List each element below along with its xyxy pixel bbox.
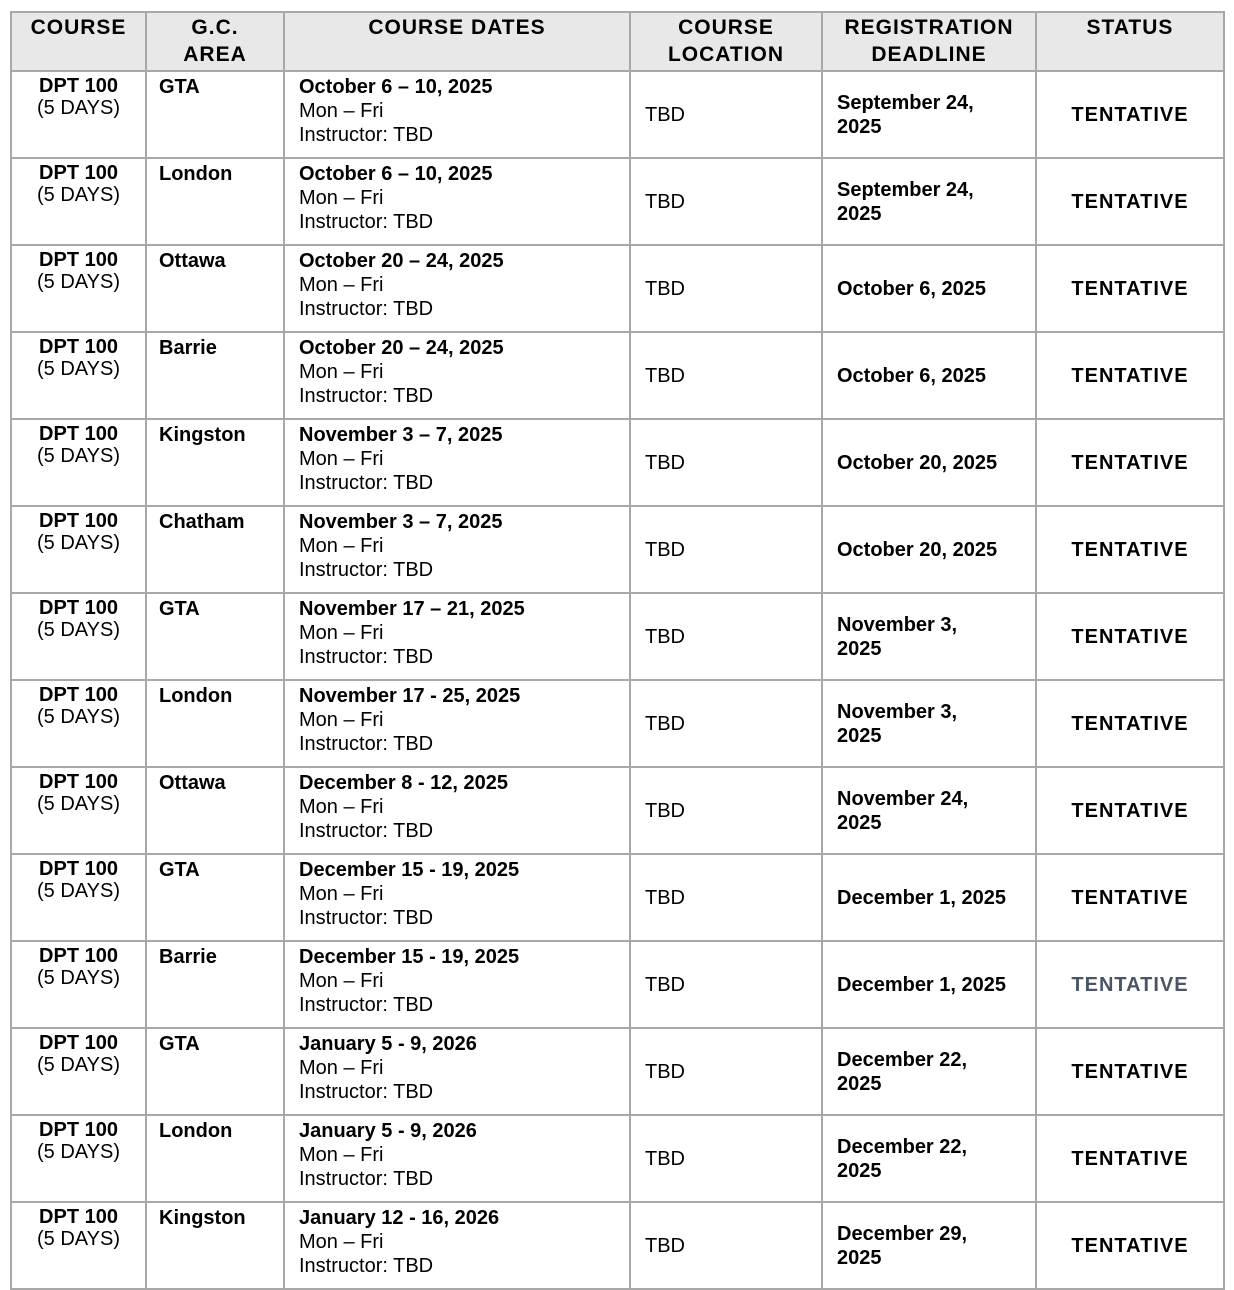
status-cell xyxy=(1036,419,1224,506)
weekdays: Mon – Fri xyxy=(299,796,384,818)
course-location-cell xyxy=(630,941,822,1028)
date-range: January 12 - 16, 2026 xyxy=(299,1207,500,1229)
registration-deadline: December 1, 2025 xyxy=(837,973,1007,996)
course-code: DPT 100 xyxy=(39,423,118,445)
instructor: Instructor: TBD xyxy=(299,907,434,929)
status-badge: TENTATIVE xyxy=(1071,886,1189,909)
course-location-cell xyxy=(630,245,822,332)
date-range: October 20 – 24, 2025 xyxy=(299,337,504,359)
instructor: Instructor: TBD xyxy=(299,820,434,842)
course-dates-cell xyxy=(284,71,630,158)
course-location-cell xyxy=(630,419,822,506)
status-badge: TENTATIVE xyxy=(1071,190,1189,213)
status-badge: TENTATIVE xyxy=(1071,1234,1189,1257)
status-badge: TENTATIVE xyxy=(1071,538,1189,561)
course-duration: (5 DAYS) xyxy=(37,532,120,554)
header-label-line: COURSE xyxy=(30,16,127,39)
registration-deadline: December 22, 2025 xyxy=(837,1048,968,1095)
gc-area: Barrie xyxy=(159,946,217,968)
gc-area: GTA xyxy=(159,598,200,620)
registration-deadline: September 24, 2025 xyxy=(837,178,974,225)
course-cell xyxy=(11,158,146,245)
course-cell xyxy=(11,1115,146,1202)
registration-deadline-cell xyxy=(822,767,1036,854)
course-dates-cell xyxy=(284,1115,630,1202)
registration-deadline-cell xyxy=(822,941,1036,1028)
course-cell xyxy=(11,767,146,854)
status-badge: TENTATIVE xyxy=(1071,451,1189,474)
status-badge: TENTATIVE xyxy=(1071,103,1189,126)
course-cell xyxy=(11,1028,146,1115)
course-code: DPT 100 xyxy=(39,684,118,706)
table-row xyxy=(11,158,1224,245)
instructor: Instructor: TBD xyxy=(299,298,434,320)
course-code: DPT 100 xyxy=(39,1119,118,1141)
gc-area-cell xyxy=(146,71,284,158)
status-badge: TENTATIVE xyxy=(1071,973,1189,996)
weekdays: Mon – Fri xyxy=(299,1231,384,1253)
course-dates-cell xyxy=(284,1028,630,1115)
weekdays: Mon – Fri xyxy=(299,622,384,644)
status-cell xyxy=(1036,941,1224,1028)
registration-deadline: December 1, 2025 xyxy=(837,886,1007,909)
course-cell xyxy=(11,854,146,941)
course-dates-cell xyxy=(284,680,630,767)
course-location-cell xyxy=(630,332,822,419)
registration-deadline-cell xyxy=(822,71,1036,158)
course-cell xyxy=(11,332,146,419)
header-status xyxy=(1036,12,1224,71)
date-range: December 15 - 19, 2025 xyxy=(299,946,520,968)
gc-area: Kingston xyxy=(159,424,246,446)
instructor: Instructor: TBD xyxy=(299,1168,434,1190)
status-cell xyxy=(1036,245,1224,332)
course-location: TBD xyxy=(645,364,685,387)
gc-area-cell xyxy=(146,419,284,506)
course-code: DPT 100 xyxy=(39,771,118,793)
header-label-line: REGISTRATION xyxy=(844,16,1014,39)
instructor: Instructor: TBD xyxy=(299,211,434,233)
gc-area-cell xyxy=(146,680,284,767)
status-cell xyxy=(1036,332,1224,419)
registration-deadline-cell xyxy=(822,506,1036,593)
status-cell xyxy=(1036,680,1224,767)
course-duration: (5 DAYS) xyxy=(37,880,120,902)
course-location: TBD xyxy=(645,538,685,561)
course-location: TBD xyxy=(645,712,685,735)
weekdays: Mon – Fri xyxy=(299,361,384,383)
course-code: DPT 100 xyxy=(39,945,118,967)
table-row xyxy=(11,71,1224,158)
table-row xyxy=(11,332,1224,419)
gc-area-cell xyxy=(146,854,284,941)
header-label-line: AREA xyxy=(183,43,247,66)
course-location: TBD xyxy=(645,103,685,126)
instructor: Instructor: TBD xyxy=(299,733,434,755)
course-code: DPT 100 xyxy=(39,1206,118,1228)
gc-area-cell xyxy=(146,767,284,854)
weekdays: Mon – Fri xyxy=(299,535,384,557)
table-row xyxy=(11,767,1224,854)
status-cell xyxy=(1036,158,1224,245)
instructor: Instructor: TBD xyxy=(299,385,434,407)
registration-deadline: November 24, 2025 xyxy=(837,787,969,834)
course-location: TBD xyxy=(645,625,685,648)
date-range: December 15 - 19, 2025 xyxy=(299,859,520,881)
weekdays: Mon – Fri xyxy=(299,709,384,731)
header-row xyxy=(11,12,1224,71)
course-schedule-table xyxy=(10,11,1225,1290)
date-range: November 17 - 25, 2025 xyxy=(299,685,521,707)
registration-deadline-cell xyxy=(822,1202,1036,1289)
header-label-line: G.C. xyxy=(191,16,239,39)
course-code: DPT 100 xyxy=(39,75,118,97)
gc-area-cell xyxy=(146,941,284,1028)
status-cell xyxy=(1036,593,1224,680)
header-course-location xyxy=(630,12,822,71)
gc-area-cell xyxy=(146,506,284,593)
registration-deadline: November 3, 2025 xyxy=(837,613,958,660)
course-duration: (5 DAYS) xyxy=(37,445,120,467)
course-cell xyxy=(11,419,146,506)
date-range: October 6 – 10, 2025 xyxy=(299,76,493,98)
course-location-cell xyxy=(630,593,822,680)
status-cell xyxy=(1036,854,1224,941)
course-duration: (5 DAYS) xyxy=(37,1228,120,1250)
course-location-cell xyxy=(630,680,822,767)
course-cell xyxy=(11,506,146,593)
header-label-line: COURSE DATES xyxy=(368,16,546,39)
gc-area: Barrie xyxy=(159,337,217,359)
instructor: Instructor: TBD xyxy=(299,994,434,1016)
table-row xyxy=(11,1202,1224,1289)
gc-area: Ottawa xyxy=(159,250,226,272)
registration-deadline-cell xyxy=(822,1028,1036,1115)
course-location: TBD xyxy=(645,451,685,474)
course-code: DPT 100 xyxy=(39,249,118,271)
header-label-line: COURSE xyxy=(678,16,774,39)
instructor: Instructor: TBD xyxy=(299,1081,434,1103)
course-cell xyxy=(11,941,146,1028)
course-code: DPT 100 xyxy=(39,336,118,358)
table-row xyxy=(11,593,1224,680)
instructor: Instructor: TBD xyxy=(299,559,434,581)
status-cell xyxy=(1036,767,1224,854)
header-gc-area xyxy=(146,12,284,71)
header-registration-deadline xyxy=(822,12,1036,71)
instructor: Instructor: TBD xyxy=(299,1255,434,1277)
status-cell xyxy=(1036,71,1224,158)
course-duration: (5 DAYS) xyxy=(37,271,120,293)
gc-area-cell xyxy=(146,1202,284,1289)
course-dates-cell xyxy=(284,332,630,419)
status-badge: TENTATIVE xyxy=(1071,799,1189,822)
course-code: DPT 100 xyxy=(39,162,118,184)
instructor: Instructor: TBD xyxy=(299,472,434,494)
course-dates-cell xyxy=(284,419,630,506)
status-badge: TENTATIVE xyxy=(1071,712,1189,735)
weekdays: Mon – Fri xyxy=(299,100,384,122)
gc-area: London xyxy=(159,685,233,707)
date-range: November 3 – 7, 2025 xyxy=(299,424,503,446)
header-label-line: DEADLINE xyxy=(871,43,987,66)
gc-area: London xyxy=(159,1120,233,1142)
gc-area: Chatham xyxy=(159,511,245,533)
course-location: TBD xyxy=(645,190,685,213)
gc-area: GTA xyxy=(159,1033,200,1055)
course-location: TBD xyxy=(645,1147,685,1170)
weekdays: Mon – Fri xyxy=(299,1144,384,1166)
course-location-cell xyxy=(630,1202,822,1289)
header-label-line: LOCATION xyxy=(667,43,785,66)
gc-area-cell xyxy=(146,245,284,332)
gc-area-cell xyxy=(146,1115,284,1202)
gc-area: Kingston xyxy=(159,1207,246,1229)
table-row xyxy=(11,941,1224,1028)
course-cell xyxy=(11,245,146,332)
date-range: January 5 - 9, 2026 xyxy=(299,1120,477,1142)
course-dates-cell xyxy=(284,941,630,1028)
weekdays: Mon – Fri xyxy=(299,883,384,905)
weekdays: Mon – Fri xyxy=(299,187,384,209)
instructor: Instructor: TBD xyxy=(299,646,434,668)
gc-area: Ottawa xyxy=(159,772,226,794)
registration-deadline: November 3, 2025 xyxy=(837,700,958,747)
course-duration: (5 DAYS) xyxy=(37,706,120,728)
status-badge: TENTATIVE xyxy=(1071,1060,1189,1083)
course-duration: (5 DAYS) xyxy=(37,1141,120,1163)
registration-deadline: October 6, 2025 xyxy=(837,277,986,300)
status-badge: TENTATIVE xyxy=(1071,1147,1189,1170)
gc-area-cell xyxy=(146,158,284,245)
course-cell xyxy=(11,1202,146,1289)
course-location: TBD xyxy=(645,277,685,300)
status-cell xyxy=(1036,1202,1224,1289)
course-location: TBD xyxy=(645,886,685,909)
registration-deadline: October 20, 2025 xyxy=(837,451,998,474)
weekdays: Mon – Fri xyxy=(299,970,384,992)
course-code: DPT 100 xyxy=(39,858,118,880)
status-badge: TENTATIVE xyxy=(1071,364,1189,387)
course-location: TBD xyxy=(645,1234,685,1257)
course-location-cell xyxy=(630,158,822,245)
course-cell xyxy=(11,71,146,158)
weekdays: Mon – Fri xyxy=(299,1057,384,1079)
course-location: TBD xyxy=(645,1060,685,1083)
gc-area: GTA xyxy=(159,76,200,98)
table-row xyxy=(11,245,1224,332)
status-badge: TENTATIVE xyxy=(1071,277,1189,300)
gc-area: GTA xyxy=(159,859,200,881)
registration-deadline: October 20, 2025 xyxy=(837,538,998,561)
date-range: November 17 – 21, 2025 xyxy=(299,598,525,620)
registration-deadline-cell xyxy=(822,593,1036,680)
registration-deadline-cell xyxy=(822,680,1036,767)
table-body xyxy=(11,71,1224,1289)
course-duration: (5 DAYS) xyxy=(37,619,120,641)
table-row xyxy=(11,506,1224,593)
weekdays: Mon – Fri xyxy=(299,274,384,296)
course-dates-cell xyxy=(284,854,630,941)
course-dates-cell xyxy=(284,767,630,854)
registration-deadline-cell xyxy=(822,419,1036,506)
registration-deadline-cell xyxy=(822,854,1036,941)
status-cell xyxy=(1036,1115,1224,1202)
registration-deadline-cell xyxy=(822,158,1036,245)
date-range: December 8 - 12, 2025 xyxy=(299,772,509,794)
date-range: October 20 – 24, 2025 xyxy=(299,250,504,272)
registration-deadline-cell xyxy=(822,1115,1036,1202)
course-location-cell xyxy=(630,1115,822,1202)
course-location-cell xyxy=(630,1028,822,1115)
course-duration: (5 DAYS) xyxy=(37,358,120,380)
table-row xyxy=(11,854,1224,941)
course-location-cell xyxy=(630,767,822,854)
registration-deadline: December 29, 2025 xyxy=(837,1222,968,1269)
course-location-cell xyxy=(630,506,822,593)
registration-deadline: October 6, 2025 xyxy=(837,364,986,387)
course-duration: (5 DAYS) xyxy=(37,184,120,206)
course-dates-cell xyxy=(284,506,630,593)
course-location: TBD xyxy=(645,973,685,996)
table-row xyxy=(11,1028,1224,1115)
header-label-line: STATUS xyxy=(1086,16,1174,39)
registration-deadline-cell xyxy=(822,245,1036,332)
course-location: TBD xyxy=(645,799,685,822)
course-location-cell xyxy=(630,71,822,158)
course-duration: (5 DAYS) xyxy=(37,97,120,119)
course-dates-cell xyxy=(284,1202,630,1289)
course-code: DPT 100 xyxy=(39,1032,118,1054)
table-row xyxy=(11,419,1224,506)
course-duration: (5 DAYS) xyxy=(37,793,120,815)
course-dates-cell xyxy=(284,245,630,332)
status-cell xyxy=(1036,506,1224,593)
instructor: Instructor: TBD xyxy=(299,124,434,146)
course-dates-cell xyxy=(284,593,630,680)
course-cell xyxy=(11,593,146,680)
header-course-dates xyxy=(284,12,630,71)
table-row xyxy=(11,1115,1224,1202)
status-badge: TENTATIVE xyxy=(1071,625,1189,648)
course-code: DPT 100 xyxy=(39,597,118,619)
weekdays: Mon – Fri xyxy=(299,448,384,470)
registration-deadline-cell xyxy=(822,332,1036,419)
gc-area-cell xyxy=(146,332,284,419)
course-code: DPT 100 xyxy=(39,510,118,532)
course-cell xyxy=(11,680,146,767)
course-dates-cell xyxy=(284,158,630,245)
registration-deadline: September 24, 2025 xyxy=(837,91,974,138)
status-cell xyxy=(1036,1028,1224,1115)
registration-deadline: December 22, 2025 xyxy=(837,1135,968,1182)
gc-area-cell xyxy=(146,1028,284,1115)
course-duration: (5 DAYS) xyxy=(37,1054,120,1076)
course-location-cell xyxy=(630,854,822,941)
course-duration: (5 DAYS) xyxy=(37,967,120,989)
date-range: January 5 - 9, 2026 xyxy=(299,1033,477,1055)
gc-area-cell xyxy=(146,593,284,680)
table-row xyxy=(11,680,1224,767)
header-course xyxy=(11,12,146,71)
date-range: October 6 – 10, 2025 xyxy=(299,163,493,185)
gc-area: London xyxy=(159,163,233,185)
date-range: November 3 – 7, 2025 xyxy=(299,511,503,533)
